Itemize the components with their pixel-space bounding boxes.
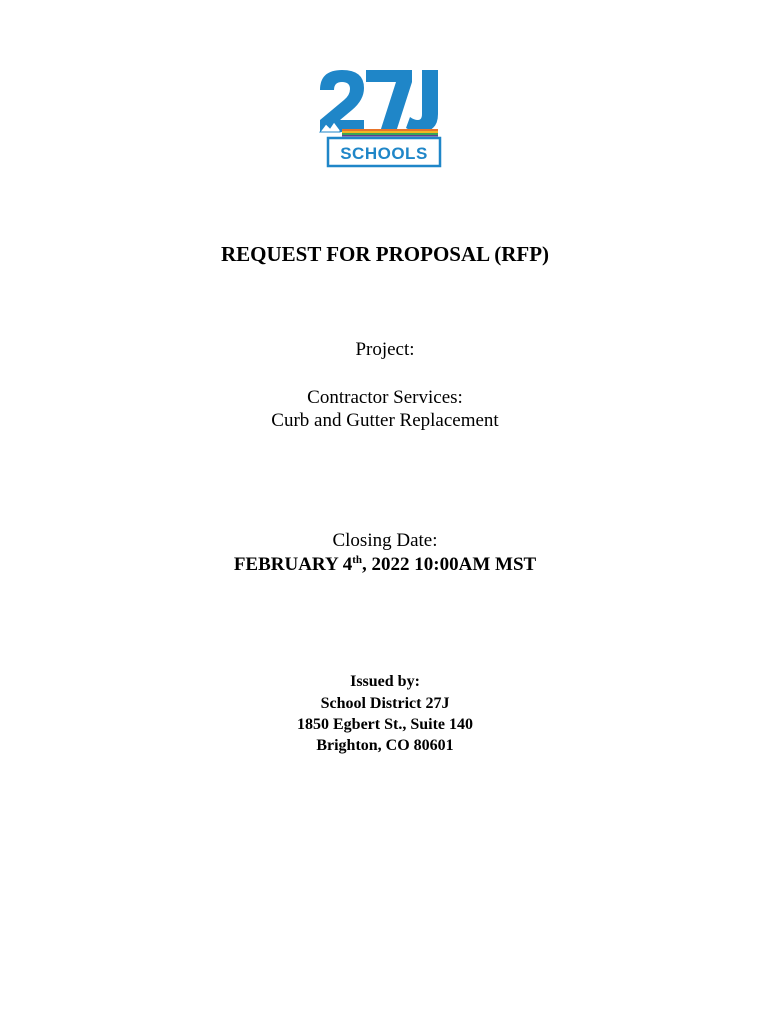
project-name-line-2: Curb and Gutter Replacement <box>271 410 499 431</box>
closing-date-value <box>0 553 770 577</box>
document-title: REQUEST FOR PROPOSAL (RFP) <box>220 242 550 266</box>
project-name-line-1: Contractor Services: <box>307 387 463 408</box>
closing-date-ordinal: th <box>352 554 363 566</box>
closing-date-month-day: FEBRUARY 4 <box>233 554 353 575</box>
closing-date-label: Closing Date: <box>332 530 438 551</box>
issuer-address: 1850 Egbert St., Suite 140 <box>297 716 473 733</box>
logo-schools-text: SCHOOLS <box>340 144 428 163</box>
issued-by-label: Issued by: <box>350 673 420 690</box>
district-logo <box>318 68 450 170</box>
closing-date-rest: , 2022 10:00AM MST <box>362 554 537 575</box>
issuer-city: Brighton, CO 80601 <box>316 737 454 754</box>
project-label: Project: <box>355 339 415 360</box>
issuer-name: School District 27J <box>320 695 450 712</box>
